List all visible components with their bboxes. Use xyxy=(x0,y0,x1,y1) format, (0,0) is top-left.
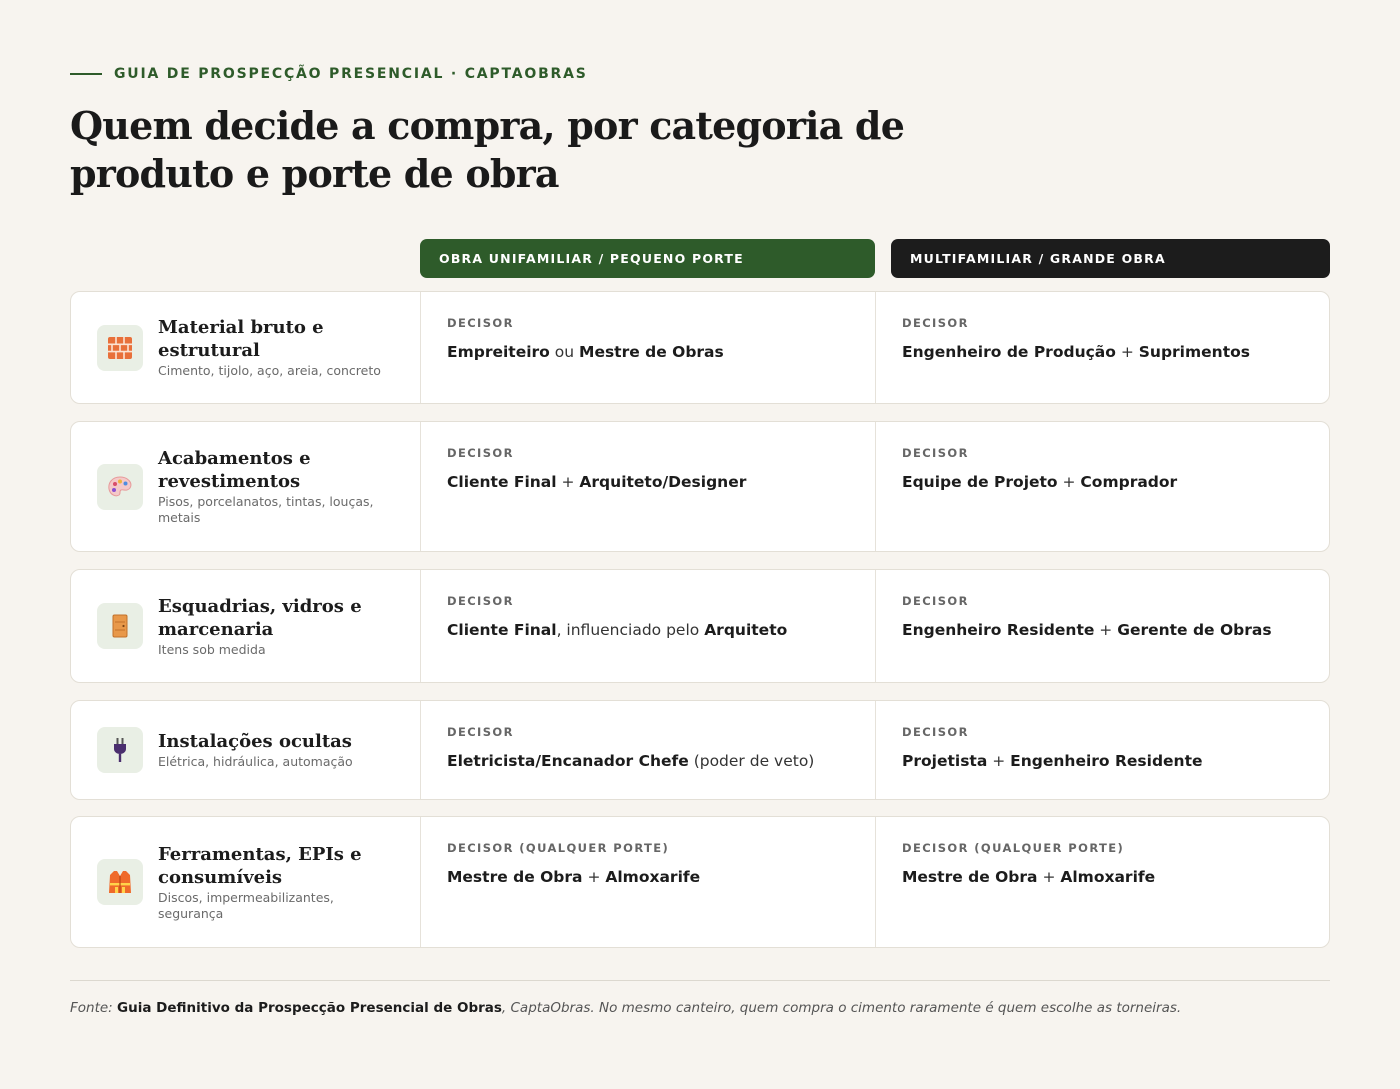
decisor-value xyxy=(447,619,849,641)
table-row xyxy=(70,421,1330,552)
decisor-connector: + xyxy=(1094,621,1118,639)
palette-icon xyxy=(97,464,143,510)
page-title: Quem decide a compra, por categoria de produto e porte de obra xyxy=(70,103,905,196)
decisor-value xyxy=(902,866,1303,888)
decisor-role: Almoxarife xyxy=(1060,868,1156,886)
eyebrow xyxy=(70,66,588,82)
category-cell xyxy=(71,422,421,551)
decisor-value xyxy=(447,866,849,888)
decisor-role: Eletricista/Encanador Chefe xyxy=(447,752,689,770)
decisor-label: DECISOR (QUALQUER PORTE) xyxy=(447,841,670,855)
decisor-role: Suprimentos xyxy=(1138,343,1250,361)
decisor-value xyxy=(902,341,1303,363)
category-name: Acabamentos e revestimentos xyxy=(158,448,311,492)
decisor-connector: (poder de veto) xyxy=(688,752,815,770)
eyebrow-line xyxy=(70,73,102,75)
category-examples: Elétrica, hidráulica, automação xyxy=(158,754,353,769)
eyebrow-text: GUIA DE PROSPECÇÃO PRESENCIAL · CAPTAOBRAS xyxy=(114,66,588,82)
decisor-cell-large xyxy=(876,292,1329,403)
decisor-value xyxy=(902,471,1303,493)
decisor-role: Engenheiro de Produção xyxy=(902,343,1116,361)
decisor-cell-small xyxy=(421,701,876,799)
decisor-cell-large xyxy=(876,422,1329,551)
decisor-label: DECISOR xyxy=(902,316,969,330)
decisor-connector: + xyxy=(556,473,580,491)
decisor-value xyxy=(447,471,849,493)
category-cell xyxy=(71,292,421,403)
brick-icon xyxy=(97,325,143,371)
footer-source: Guia Definitivo da Prospecção Presencial de Obras xyxy=(117,1000,502,1016)
category-examples: Pisos, porcelanatos, tintas, louças, metais xyxy=(158,494,374,525)
category-name: Instalações ocultas xyxy=(158,731,352,752)
decisor-role: Engenheiro Residente xyxy=(902,621,1095,639)
decisor-role: Comprador xyxy=(1080,473,1178,491)
decisor-connector: + xyxy=(1037,868,1061,886)
decisor-value xyxy=(447,750,849,772)
footer-divider xyxy=(70,980,1330,981)
decisor-role: Mestre de Obras xyxy=(579,343,724,361)
table-row xyxy=(70,700,1330,800)
decisor-connector: + xyxy=(1057,473,1081,491)
category-cell xyxy=(71,701,421,799)
category-cell xyxy=(71,817,421,947)
column-header-small: OBRA UNIFAMILIAR / PEQUENO PORTE xyxy=(420,239,875,278)
decisor-cell-small xyxy=(421,817,876,947)
decisor-role: Gerente de Obras xyxy=(1117,621,1272,639)
category-examples: Discos, impermeabilizantes, segurança xyxy=(158,889,334,921)
decisor-label: DECISOR xyxy=(902,725,969,739)
category-examples: Cimento, tijolo, aço, areia, concreto xyxy=(158,363,381,378)
decisor-connector: + xyxy=(1115,343,1139,361)
footer-note xyxy=(70,1000,1330,1016)
category-name: Esquadrias, vidros e marcenaria xyxy=(158,595,362,640)
decisor-value xyxy=(902,619,1303,641)
decisor-role: Arquiteto/Designer xyxy=(579,473,747,491)
decisor-cell-large xyxy=(876,570,1329,682)
table-row xyxy=(70,816,1330,948)
decisor-role: Cliente Final xyxy=(447,621,557,639)
decisor-label: DECISOR xyxy=(902,594,969,608)
decisor-label: DECISOR (QUALQUER PORTE) xyxy=(902,841,1125,855)
decisor-connector: , influenciado pelo xyxy=(556,621,705,639)
decisor-role: Engenheiro Residente xyxy=(1010,752,1203,770)
decisor-label: DECISOR xyxy=(447,316,514,330)
plug-icon xyxy=(97,727,143,773)
decisor-role: Cliente Final xyxy=(447,473,557,491)
decisor-label: DECISOR xyxy=(447,446,514,460)
decisor-label: DECISOR xyxy=(902,446,969,460)
decisor-label: DECISOR xyxy=(447,594,514,608)
decisor-role: Arquiteto xyxy=(704,621,788,639)
decisor-role: Empreiteiro xyxy=(447,343,550,361)
decisor-value xyxy=(447,341,849,363)
decisor-cell-small xyxy=(421,570,876,682)
table-row xyxy=(70,569,1330,683)
column-header-large: MULTIFAMILIAR / GRANDE OBRA xyxy=(891,239,1330,278)
decisor-role: Mestre de Obra xyxy=(902,868,1038,886)
footer-suffix: , CaptaObras. No mesmo canteiro, quem compra o cimento raramente é quem escolhe as torneiras. xyxy=(501,1000,1182,1016)
decisor-cell-large xyxy=(876,701,1329,799)
decisor-role: Mestre de Obra xyxy=(447,868,583,886)
decisor-connector: + xyxy=(987,752,1011,770)
category-name: Material bruto e estrutural xyxy=(158,317,324,361)
decisor-cell-large xyxy=(876,817,1329,947)
decisor-role: Equipe de Projeto xyxy=(902,473,1058,491)
footer-prefix: Fonte: xyxy=(70,1000,118,1016)
safety-vest-icon xyxy=(97,859,143,905)
decisor-value xyxy=(902,750,1303,772)
category-name: Ferramentas, EPIs e consumíveis xyxy=(158,843,362,888)
decisor-connector: ou xyxy=(549,343,580,361)
decisor-role: Almoxarife xyxy=(605,868,701,886)
table-row xyxy=(70,291,1330,404)
door-icon xyxy=(97,603,143,649)
decisor-connector: + xyxy=(582,868,606,886)
decisor-cell-small xyxy=(421,422,876,551)
decisor-role: Projetista xyxy=(902,752,988,770)
decisor-label: DECISOR xyxy=(447,725,514,739)
decisor-cell-small xyxy=(421,292,876,403)
category-examples: Itens sob medida xyxy=(158,641,266,657)
category-cell xyxy=(71,570,421,682)
